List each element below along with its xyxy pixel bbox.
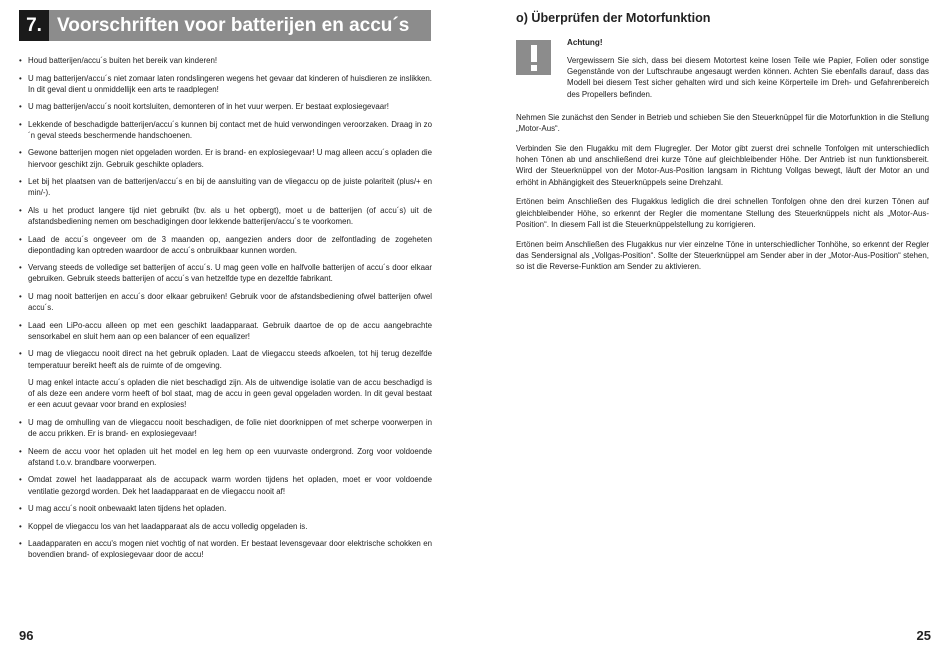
list-item: [19, 291, 432, 313]
bullet-icon: •: [19, 417, 22, 427]
section-number: 7.: [19, 10, 49, 41]
list-item-text: Let bij het plaatsen van de batterijen/accu´s en bij de aansluiting van de vliegaccu op de juiste polariteit (plus/+ en min/-).: [28, 177, 432, 198]
bullet-icon: •: [19, 475, 22, 485]
list-item: [19, 73, 432, 95]
list-item: [19, 503, 432, 514]
list-item-text: Houd batterijen/accu´s buiten het bereik van kinderen!: [28, 56, 218, 65]
page-number-right: 25: [916, 628, 931, 643]
list-item-text: U mag nooit batterijen en accu´s door elkaar gebruiken! Gebruik voor de afstandsbediening ofwel batterijen ofwel accu´s.: [28, 291, 432, 313]
list-item-text: Vervang steeds de volledige set batterijen of accu´s. U mag geen volle en halfvolle batterijen of accu´s door elkaar gebruiken. Gebruik steeds batterijen of accu´s van hetzelfde type en dezelfde fabrikant.: [28, 263, 432, 284]
bullet-icon: •: [19, 148, 22, 158]
list-item: [19, 119, 432, 141]
list-item: [19, 101, 432, 112]
bullet-icon: •: [19, 263, 22, 273]
bullet-icon: •: [19, 177, 22, 187]
list-item: [19, 176, 432, 198]
list-item-text: Gewone batterijen mogen niet opgeladen worden. Er is brand- en explosiegevaar! U mag alleen accu´s opladen die hiervoor geschikt zijn. Gebruik geschikte opladers.: [28, 148, 432, 169]
warning-text: Vergewissern Sie sich, dass bei diesem Motortest keine losen Teile wie Papier, Folien oder sonstige Gegenstände von der Luftschraube angesaugt werden können. Achten Sie ebenfalls darauf, dass das Modell bei diesem Test sicher gehalten wird und sich keine Körperteile im Dreh- und Gefahrenbereich des Propellers befinden.: [567, 56, 929, 99]
bullet-icon: •: [19, 349, 22, 359]
list-item-text: Laad de accu´s ongeveer om de 3 maanden op, aangezien anders door de zelfontlading de zogeheten diepontlading kan optreden waardoor de accu´s onbruikbaar kunnen worden.: [28, 234, 432, 255]
bullet-icon: •: [19, 291, 22, 301]
list-item: [19, 147, 432, 169]
bullet-icon: •: [19, 119, 22, 129]
list-item-text: U mag accu´s nooit onbewaakt laten tijdens het opladen.: [28, 504, 227, 514]
bullet-icon: •: [19, 56, 22, 65]
list-item-text: U mag batterijen/accu´s niet zomaar laten rondslingeren wegens het gevaar dat kinderen of huisdieren ze inslikken. In dit geval dient u onmiddellijk een arts te raadplegen!: [28, 73, 432, 94]
bullet-icon: •: [19, 234, 22, 244]
list-item-text: U mag enkel intacte accu´s opladen die niet beschadigd zijn. Als de uitwendige isolatie van de accu beschadigd is of als deze een andere vorm heeft of bol staat, mag de accu in geen geval opgeladen worden. In dit geval bestaat er een acuut gevaar voor brand en explosies!: [28, 378, 432, 410]
list-item: [19, 348, 432, 370]
list-item-text: U mag de vliegaccu nooit direct na het gebruik opladen. Laat de vliegaccu steeds afkoelen, tot hij terug dezelfde temperatuur bereikt heeft als de ruimte of de omgeving.: [28, 349, 432, 370]
warning-heading: Achtung!: [567, 38, 603, 47]
list-item: [19, 320, 432, 342]
bullet-icon: •: [19, 504, 22, 514]
motor-test-paragraphs: [516, 112, 929, 281]
list-item: [19, 521, 432, 532]
page-number-left: 96: [19, 628, 34, 643]
paragraph: Ertönen beim Anschließen des Flugakkus lediglich die drei schnellen Tonfolgen ohne den drei kurzen Tönen auf gleichbleibender Höhe, so erkennt der Regler die momentane Stellung des Steuerknüppels nicht als „Motor-Aus-Position“. In diesem Fall ist die Steuerknüppelstellung zu korrigieren.: [516, 197, 929, 229]
list-item-text: U mag de omhulling van de vliegaccu nooit beschadigen, de folie niet doorknippen of met scherpe voorwerpen in de accu prikken. Er is brand- en explosiegevaar!: [28, 417, 432, 439]
paragraph: Ertönen beim Anschließen des Flugakkus nur vier einzelne Töne in unterschiedlicher Tonhöhe, so erkennt der Regler das Sendersignal als „Vollgas-Position“. Sollte der Steuerknüppel am Sender aber in der „Motor-Aus-Position“ stehen, so ist die Reverse-Funktion am Sender zu aktivieren.: [516, 239, 929, 272]
list-item-text: Laad een LiPo-accu alleen op met een geschikt laadapparaat. Gebruik daartoe de op de accu aangebrachte sensorkabel en sluit hem aan op een balancer of een equalizer!: [28, 320, 432, 341]
list-item-text: Lekkende of beschadigde batterijen/accu´s kunnen bij contact met de huid verwondingen veroorzaken. Draag in zo´n geval steeds beschermende handschoenen.: [28, 119, 432, 140]
list-item: [19, 205, 432, 227]
bullet-icon: •: [19, 205, 22, 215]
list-item: [19, 377, 432, 411]
bullet-icon: •: [19, 320, 22, 330]
paragraph: Verbinden Sie den Flugakku mit dem Flugregler. Der Motor gibt zuerst drei schnelle Tonfolgen mit unterschiedlich hohen Tönen ab und anschließend drei kurze Töne auf gleichbleibender Höhe. Der Antrieb ist nun funktionsbereit. Wird der Steuerknüppel von der Motor-Aus-Position langsam in Richtung Vollgas bewegt, läuft der Motor an und erhöht in Abhängigkeit des Steuerknüppels seine Drehzahl.: [516, 144, 929, 187]
subsection-title: o) Überprüfen der Motorfunktion: [516, 11, 711, 25]
list-item: [19, 446, 432, 468]
list-item-text: Koppel de vliegaccu los van het laadapparaat als de accu volledig opgeladen is.: [28, 521, 308, 531]
list-item-text: Als u het product langere tijd niet gebruikt (bv. als u het opbergt), moet u de batterijen (of accu´s) uit de afstandsbediening nemen om beschadigingen door lekkende batterijen/accu´s te voorkomen.: [28, 205, 432, 227]
section-title: Voorschriften voor batterijen en accu´s: [57, 14, 410, 36]
list-item-text: U mag batterijen/accu´s nooit kortsluiten, demonteren of in het vuur werpen. Er bestaat explosiegevaar!: [28, 102, 389, 112]
bullet-icon: •: [19, 73, 22, 83]
bullet-icon: •: [19, 102, 22, 112]
right-page: [475, 0, 950, 651]
list-item: [19, 538, 432, 560]
bullet-icon: •: [19, 446, 22, 456]
list-item: [19, 417, 432, 439]
bullet-icon: •: [19, 539, 22, 549]
battery-rules-list: [19, 55, 432, 567]
list-item-text: Neem de accu voor het opladen uit het model en leg hem op een vuurvaste ondergrond. Zorg voor voldoende afstand t.o.v. brandbare voorwerpen.: [28, 446, 432, 467]
section-header: [19, 10, 431, 41]
exclamation-icon: [516, 40, 551, 75]
list-item: [19, 474, 432, 496]
paragraph: Nehmen Sie zunächst den Sender in Betrieb und schieben Sie den Steuerknüppel für die Motorfunktion in die Stellung „Motor-Aus“.: [516, 113, 929, 134]
list-item-text: Omdat zowel het laadapparaat als de accupack warm worden tijdens het opladen, moet er voor voldoende ventilatie gezorgd worden. Dek het laadapparaat en de vliegaccu nooit af!: [28, 475, 432, 496]
list-item: [19, 262, 432, 284]
list-item: [19, 234, 432, 256]
list-item-text: Laadapparaten en accu's mogen niet vochtig of nat worden. Er bestaat levensgevaar door elektrische schokken en bovendien brand- of explosiegevaar door de accu!: [28, 539, 432, 560]
bullet-icon: •: [19, 521, 22, 531]
list-item: [19, 55, 432, 66]
